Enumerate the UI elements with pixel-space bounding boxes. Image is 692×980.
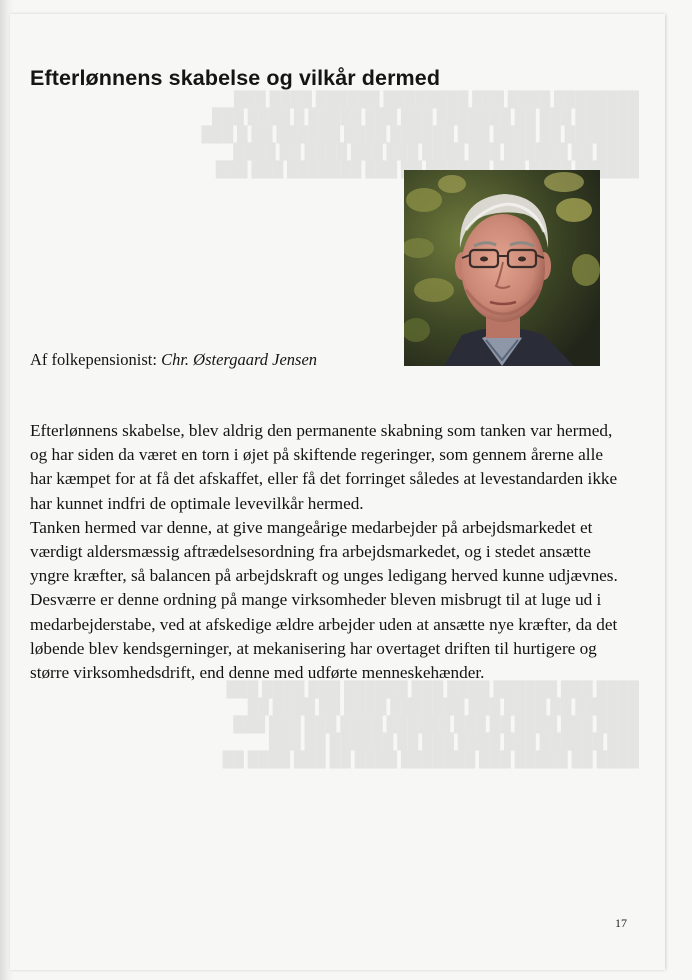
body-paragraph-3: Desværre er denne ordning på mange virksomheder bleven misbrugt til at luge ud i medarbejderstabe, ved at afskedige ældre arbejder uden at ansætte nye kræfter, da det løbende blev kendsgerninger, at mekanisering har overtaget driften til hurtigere og større virksomhedsdrift, end denne med udførte menneskehænder. bbox=[30, 590, 618, 683]
portrait-illustration bbox=[404, 170, 600, 366]
article-byline bbox=[30, 350, 317, 370]
bleed-through-texture-lower: ████ ███ ██████ ████ ███ ██████ ███ ████ ███ ██████ ██ ████ ███ ███████ ████ ██ ████ ██ ████ ███ ████ ██ ███ ██████ ████ ███ ███ ███ ███ ██████ ███ ████ ███ ██ ██████ ██ ███ ████ ██ █████ ███ ███████ ████ ██ ███ ████ ██ bbox=[222, 681, 639, 768]
article-title: Efterlønnens skabelse og vilkår dermed bbox=[30, 66, 441, 90]
byline-author: Chr. Østergaard Jensen bbox=[161, 350, 318, 369]
document-page bbox=[10, 14, 665, 970]
byline-prefix: Af folkepensionist: bbox=[30, 350, 157, 369]
article-body bbox=[30, 419, 626, 685]
body-paragraph-2: Tanken hermed var denne, at give mangeårige medarbejder på arbejdsmarkedet et værdigt aldersmæssig aftrædelsesordning fra arbejdsmarkedet, og i stedet ansætte yngre kræfter, så balancen på arbejdskraft og unges ledigang herved kunne udjævnes. bbox=[30, 517, 618, 586]
author-portrait-photo bbox=[404, 170, 600, 366]
body-paragraph-1: Efterlønnens skabelse, blev aldrig den permanente skabning som tanken var hermed, og har siden da været en torn i øjet på skiftende regeringer, som gennem årerne alle har kæmpet for at få det afskaffet, eller få det forringet således at levestandarden ikke har kunnet indfri de optimale levevilkår hermed. bbox=[30, 421, 618, 513]
page-number: 17 bbox=[615, 916, 627, 930]
bleed-through-texture: ████████ ████ ███ ████████ ██████ ████ ███ ██████ ███ ██ ███████ ███ ███ █████ █ ████ ███ ███████ ██ ████ ███ ██████ ████ ██████ ██ █ ███ ████ ██ ██████ ███ ████ ███ ███ ████ ██ ████ ██████ ███ ███████ ███ ███ bbox=[201, 91, 639, 178]
